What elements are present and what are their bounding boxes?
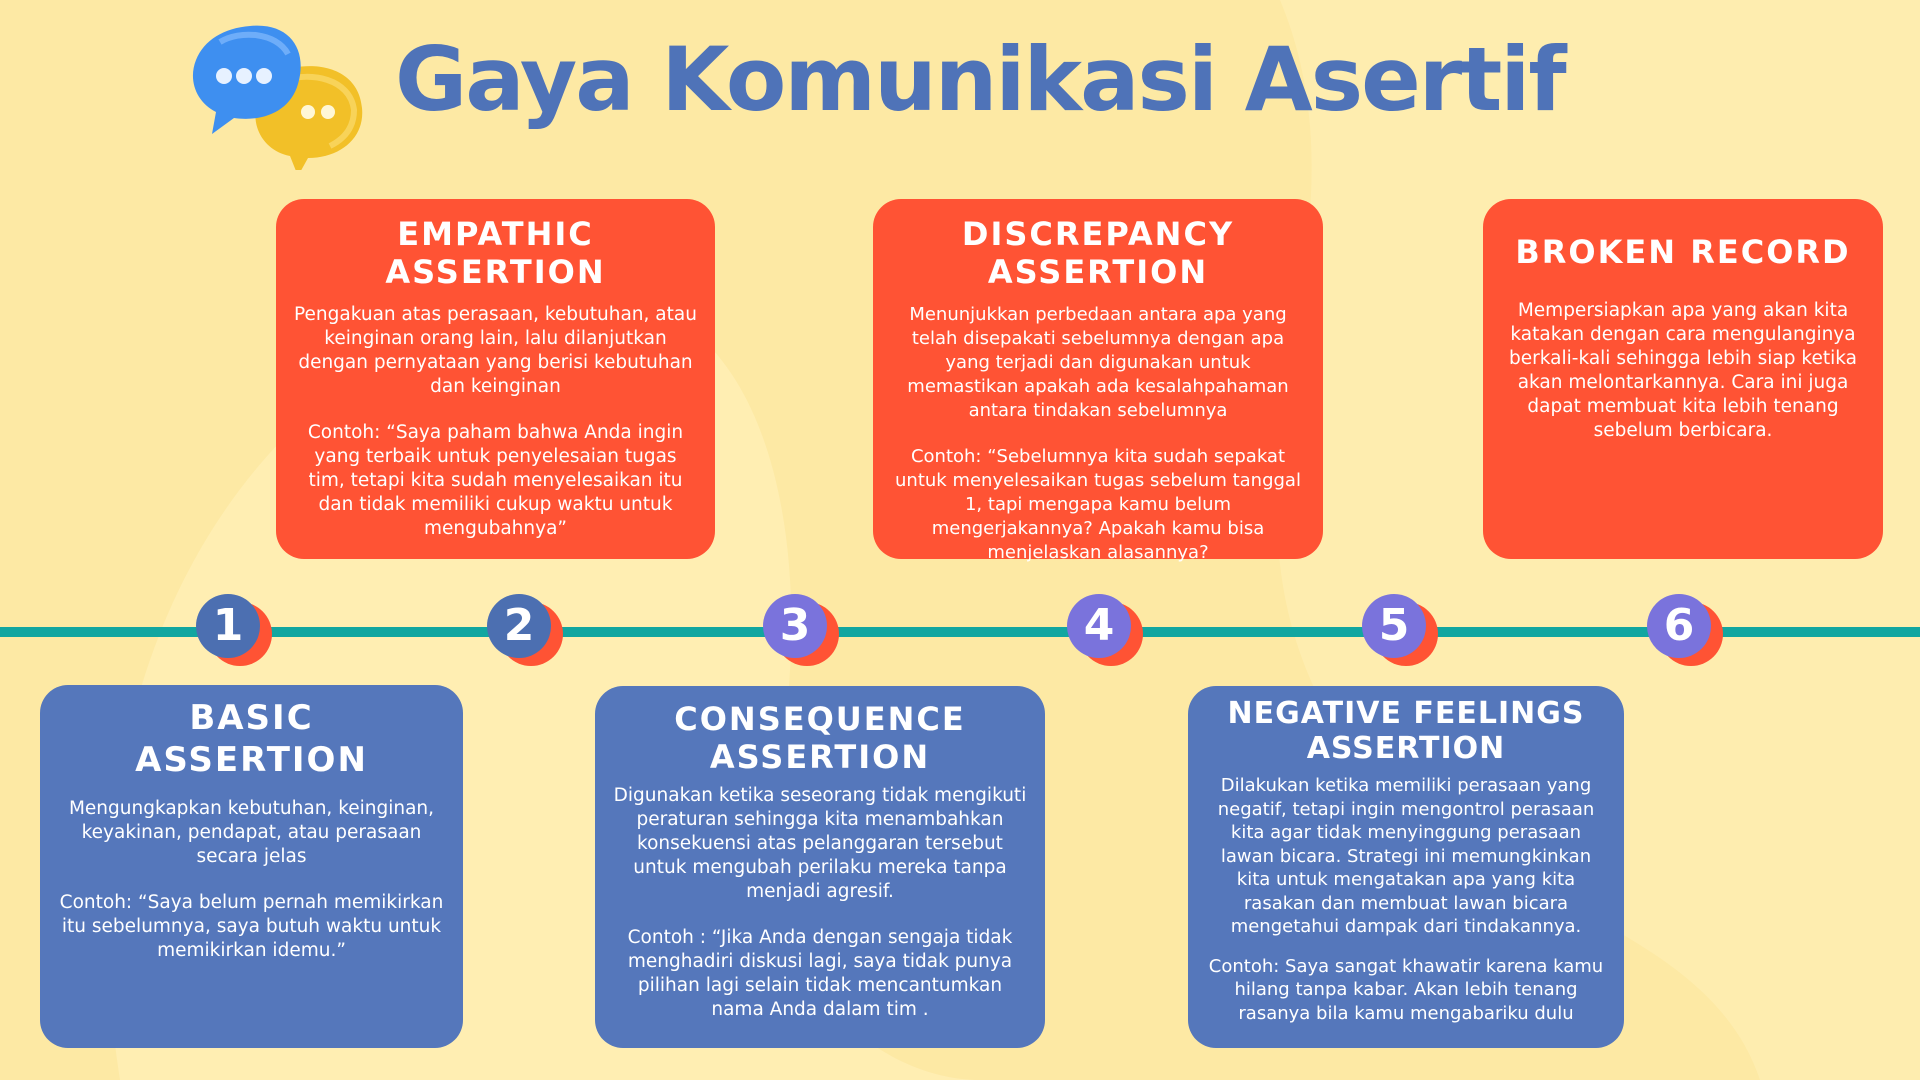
card-empathic-assertion — [276, 199, 715, 559]
card-example: Contoh: “Sebelumnya kita sudah sepakat untuk menyelesaikan tugas sebelum tanggal 1, tapi mengapa kamu belum mengerjakannya? Apakah kamu bisa menjelaskan alasannya? — [895, 446, 1301, 563]
card-negative-feelings-assertion — [1188, 686, 1624, 1048]
card-example: Contoh: “Saya belum pernah memikirkan itu sebelumnya, saya butuh waktu untuk memikirkan idemu.” — [59, 892, 444, 961]
card-description: Dilakukan ketika memiliki perasaan yang negatif, tetapi ingin mengontrol perasaan kita agar tidak menyinggung perasaan lawan bicara. Strategi ini memungkinkan kita untuk mengatakan apa yang kita rasakan dan membuat lawan bicara mengetahui dampak dari tindakannya. — [1217, 775, 1595, 937]
card-description: Pengakuan atas perasaan, kebutuhan, atau keinginan orang lain, lalu dilanjutkan dengan pernyataan yang berisi kebutuhan dan keinginan — [294, 304, 697, 397]
step-marker-1 — [196, 594, 276, 666]
step-marker-2 — [487, 594, 567, 666]
card-title — [613, 700, 1027, 776]
card-title-line-1: CONSEQUENCE — [674, 700, 966, 738]
card-description: Menunjukkan perbedaan antara apa yang telah disepakati sebelumnya dengan apa yang terjadi dan digunakan untuk memastikan apakah ada kesalahpahaman antara tindakan sebelumnya — [907, 304, 1289, 421]
timeline-line — [0, 627, 1920, 637]
card-title — [58, 697, 445, 781]
card-title-line-2: ASSERTION — [385, 253, 606, 291]
step-number: 6 — [1647, 594, 1711, 658]
step-number: 2 — [487, 594, 551, 658]
card-title — [1206, 696, 1606, 766]
card-consequence-assertion — [595, 686, 1045, 1048]
card-example: Contoh: “Saya paham bahwa Anda ingin yang terbaik untuk penyelesaian tugas tim, tetapi kita sudah menyelesaikan itu dan tidak memiliki cukup waktu untuk mengubahnya” — [307, 422, 684, 539]
card-title — [294, 215, 697, 291]
step-number: 4 — [1067, 594, 1131, 658]
card-title — [891, 215, 1305, 291]
card-basic-assertion — [40, 685, 463, 1048]
card-title-line-1: EMPATHIC — [397, 215, 594, 253]
card-title-line-1: BROKEN RECORD — [1515, 233, 1851, 271]
card-broken-record — [1483, 199, 1883, 559]
card-title-line-1: NEGATIVE FEELINGS — [1227, 696, 1585, 731]
chat-bubbles-icon — [190, 20, 375, 170]
step-number: 3 — [763, 594, 827, 658]
step-marker-3 — [763, 594, 843, 666]
step-marker-6 — [1647, 594, 1727, 666]
card-title-line-1: DISCREPANCY — [961, 215, 1235, 253]
card-title — [1501, 233, 1865, 271]
card-example: Contoh: Saya sangat khawatir karena kamu hilang tanpa kabar. Akan lebih tenang rasanya bila kamu mengabariku dulu — [1208, 955, 1604, 1024]
card-description: Mempersiapkan apa yang akan kita katakan dengan cara mengulanginya berkali-kali sehingga lebih siap ketika akan melontarkannya. Cara ini juga dapat membuat kita lebih tenang sebelum berbicara. — [1509, 300, 1857, 441]
step-marker-4 — [1067, 594, 1147, 666]
card-example: Contoh : “Jika Anda dengan sengaja tidak menghadiri diskusi lagi, saya tidak punya pilihan lagi selain tidak mencantumkan nama Anda dalam tim . — [627, 927, 1013, 1020]
card-title-line-2: ASSERTION — [987, 253, 1209, 291]
step-number: 1 — [196, 594, 260, 658]
card-description: Mengungkapkan kebutuhan, keinginan, keyakinan, pendapat, atau perasaan secara jelas — [68, 798, 435, 867]
card-title-line-2: ASSERTION — [709, 738, 931, 776]
step-marker-5 — [1362, 594, 1442, 666]
step-number: 5 — [1362, 594, 1426, 658]
page-title: Gaya Komunikasi Asertif — [395, 28, 1565, 131]
card-title-line-2: ASSERTION — [135, 740, 368, 780]
card-description: Digunakan ketika seseorang tidak mengikuti peraturan sehingga kita menambahkan konsekuensi atas pelanggaran tersebut untuk mengubah perilaku mereka tanpa menjadi agresif. — [613, 785, 1027, 902]
card-title-line-2: ASSERTION — [1306, 731, 1506, 766]
card-discrepancy-assertion — [873, 199, 1323, 563]
card-title-line-1: BASIC — [189, 698, 314, 738]
